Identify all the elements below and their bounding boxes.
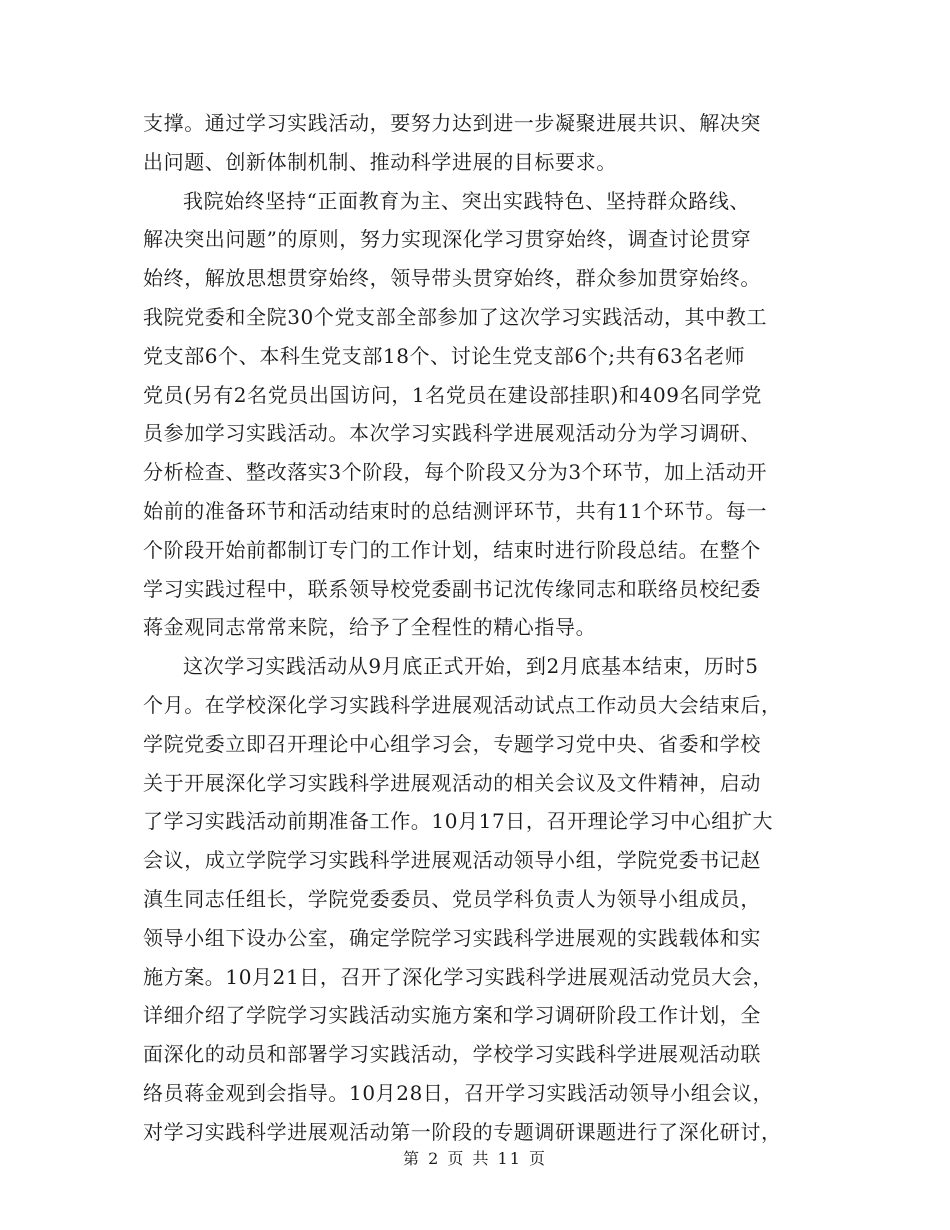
text-line: 始前的准备环节和活动结束时的总结测评环节，共有11个环节。每一 — [143, 498, 768, 523]
page-number-footer: 第 2 页 共 11 页 — [403, 1149, 547, 1168]
text-line: 始终，解放思想贯穿始终，领导带头贯穿始终，群众参加贯穿始终。 — [143, 266, 761, 291]
text-line: 党支部6个、本科生党支部18个、讨论生党支部6个;共有63名老师 — [143, 343, 746, 368]
text-line: 施方案。10月21日，召开了深化学习实践科学进展观活动党员大会， — [143, 964, 774, 989]
body-text — [143, 104, 813, 1152]
paragraph-start-line: 这次学习实践活动从9月底正式开始，到2月底基本结束，历时5 — [183, 654, 759, 679]
text-line: 分析检查、整改落实3个阶段，每个阶段又分为3个环节，加上活动开 — [143, 460, 768, 485]
text-line: 了学习实践活动前期准备工作。10月17日，召开理论学习中心组扩大 — [143, 809, 774, 834]
text-line: 领导小组下设办公室，确定学院学习实践科学进展观的实践载体和实 — [143, 925, 761, 950]
text-line: 对学习实践科学进展观活动第一阶段的专题调研课题进行了深化研讨， — [143, 1119, 782, 1144]
text-line: 个阶段开始前都制订专门的工作计划，结束时进行阶段总结。在整个 — [143, 537, 761, 562]
text-line: 学习实践过程中，联系领导校党委副书记沈传缘同志和联络员校纪委 — [143, 576, 761, 601]
text-line: 滇生同志任组长，学院党委委员、党员学科负责人为领导小组成员， — [143, 886, 761, 911]
text-line: 面深化的动员和部署学习实践活动，学校学习实践科学进展观活动联 — [143, 1042, 761, 1067]
text-line: 个月。在学校深化学习实践科学进展观活动试点工作动员大会结束后， — [143, 692, 782, 717]
text-line: 会议，成立学院学习实践科学进展观活动领导小组，学院党委书记赵 — [143, 848, 761, 873]
text-line: 我院党委和全院30个党支部全部参加了这次学习实践活动，其中教工 — [143, 304, 768, 329]
text-line: 关于开展深化学习实践科学进展观活动的相关会议及文件精神，启动 — [143, 770, 761, 795]
text-line: 出问题、创新体制机制、推动科学进展的目标要求。 — [143, 149, 617, 174]
paragraph-start-line: 我院始终坚持“正面教育为主、突出实践特色、坚持群众路线、 — [183, 188, 751, 213]
text-line: 员参加学习实践活动。本次学习实践科学进展观活动分为学习调研、 — [143, 421, 761, 446]
text-line: 支撑。通过学习实践活动，要努力达到进一步凝聚进展共识、解决突 — [143, 111, 761, 135]
text-line: 解决突出问题”的原则，努力实现深化学习贯穿始终，调查讨论贯穿 — [143, 227, 752, 252]
text-line: 学院党委立即召开理论中心组学习会，专题学习党中央、省委和学校 — [143, 731, 761, 756]
text-line: 党员(另有2名党员出国访问，1名党员在建设部挂职)和409名同学党 — [143, 382, 763, 407]
text-line: 详细介绍了学院学习实践活动实施方案和学习调研阶段工作计划，全 — [143, 1003, 761, 1028]
text-line: 蒋金观同志常常来院，给予了全程性的精心指导。 — [143, 615, 597, 640]
text-line: 络员蒋金观到会指导。10月28日，召开学习实践活动领导小组会议， — [143, 1080, 774, 1105]
